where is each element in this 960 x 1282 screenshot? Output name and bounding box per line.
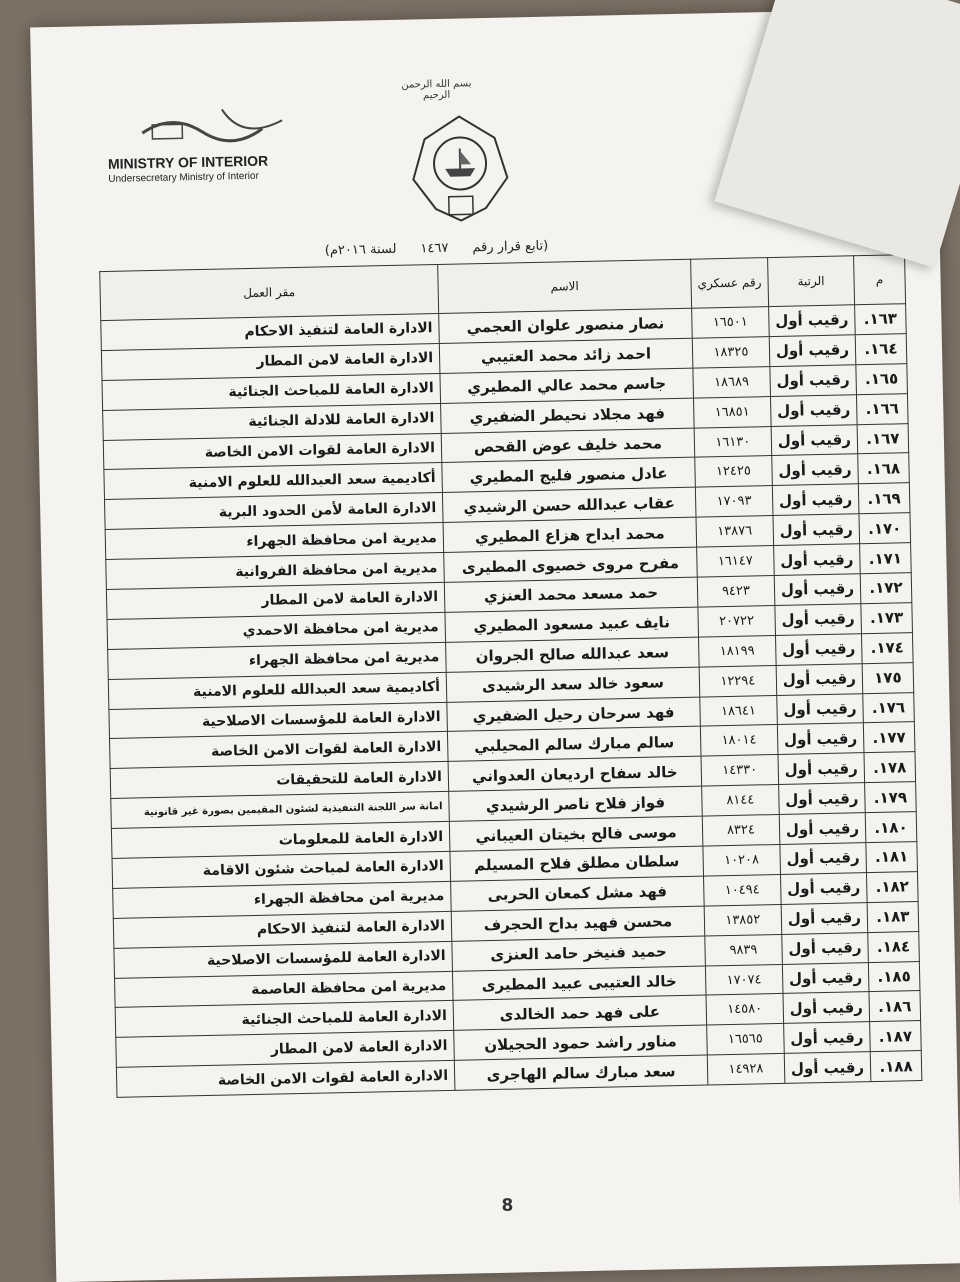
row-workplace: مديرية امن محافظة الجهراء [108, 642, 447, 679]
row-workplace: مديرية امن محافظة العاصمة [115, 971, 454, 1008]
row-name: فهد مشل كمعان الحربى [451, 876, 705, 911]
row-name: سعد مبارك سالم الهاجرى [454, 1055, 708, 1090]
row-number: ١٧٣. [861, 603, 913, 634]
decision-reference [325, 239, 549, 259]
row-number: ١٨٥. [868, 961, 920, 992]
row-name: عقاب عبدالله حسن الرشيدي [442, 487, 696, 522]
row-name: على فهد حمد الخالدى [453, 996, 707, 1031]
row-name: خالد العتيبى عبيد المطيرى [452, 966, 706, 1001]
row-military-number: ١٤٥٨٠ [706, 994, 783, 1025]
row-number: ١٧٠. [859, 513, 911, 544]
row-workplace: مديرية امن محافظة الفروانية [106, 553, 445, 590]
row-rank: رقيب أول [780, 873, 867, 905]
header-military-no: رقم عسكري [691, 258, 769, 309]
header-name: الاسم [438, 259, 692, 313]
decision-follow-label: (تابع قرار رقم [472, 239, 548, 256]
row-rank: رقيب أول [770, 365, 857, 397]
row-name: نصار منصور علوان العجمي [439, 308, 693, 343]
row-workplace: الادارة العامة للمباحث الجنائية [102, 373, 441, 410]
row-name: محمد ابداح هزاع المطيري [443, 517, 697, 552]
row-military-number: ١٠٢٠٨ [703, 844, 780, 875]
row-rank: رقيب أول [771, 424, 858, 456]
row-number: ١٧٤. [861, 632, 913, 663]
row-number: ١٦٩. [858, 483, 910, 514]
row-military-number: ١٧٠٩٣ [695, 486, 772, 517]
row-military-number: ١٤٣٣٠ [701, 755, 778, 786]
english-ministry-block [108, 153, 269, 185]
row-military-number: ١٦١٣٠ [694, 426, 771, 457]
row-workplace: امانة سر اللجنة التنفيذية لشئون المقيمين بصورة غير قانونية [111, 792, 450, 829]
row-workplace: الادارة العامة لقوات الامن الخاصة [103, 433, 442, 470]
row-rank: رقيب أول [772, 454, 859, 486]
row-number: ١٨١. [866, 842, 918, 873]
row-rank: رقيب أول [770, 394, 857, 426]
row-number: ١٨٧. [870, 1021, 922, 1052]
row-workplace: أكاديمية سعد العبدالله للعلوم الامنية [104, 463, 443, 500]
row-rank: رقيب أول [778, 753, 865, 785]
row-number: ١٧٨. [864, 752, 916, 783]
row-number: ١٧٥ [862, 662, 914, 693]
row-name: فهد مجلاد نحيطر الضفيري [441, 398, 695, 433]
decision-year: لسنة ٢٠١٦م) [325, 242, 397, 258]
row-rank: رقيب أول [777, 723, 864, 755]
row-rank: رقيب أول [776, 663, 863, 695]
row-number: ١٧٢. [860, 573, 912, 604]
row-workplace: مديرية امن محافظة الجهراء [113, 881, 452, 918]
row-workplace: مديرية امن محافظة الجهراء [105, 523, 444, 560]
row-number: ١٨٤. [868, 931, 920, 962]
header-workplace: مقر العمل [100, 264, 439, 320]
row-name: حمد مسعد محمد العنزي [444, 577, 698, 612]
row-name: سلطان مطلق فلاح المسيلم [450, 846, 704, 881]
row-workplace: أكاديمية سعد العبدالله للعلوم الامنية [108, 672, 447, 709]
row-number: ١٦٨. [858, 453, 910, 484]
row-name: محسن فهيد بداح الحجرف [451, 906, 705, 941]
row-rank: رقيب أول [775, 604, 862, 636]
row-rank: رقيب أول [769, 335, 856, 367]
row-workplace: الادارة العامة لأمن الحدود البرية [105, 493, 444, 530]
row-name: موسى فالح بخيتان العيباني [449, 816, 703, 851]
row-military-number: ١٣٨٥٢ [704, 904, 781, 935]
row-workplace: الادارة العامة لمباحث شئون الاقامة [112, 851, 451, 888]
row-name: نايف عبيد مسعود المطيري [445, 607, 699, 642]
row-rank: رقيب أول [774, 574, 861, 606]
row-workplace: الادارة العامة لقوات الامن الخاصة [110, 732, 449, 769]
row-name: مفرح مروى خصيوى المطيرى [444, 547, 698, 582]
row-workplace: الادارة العامة للمؤسسات الاصلاحية [114, 941, 453, 978]
kuwait-emblem-icon [404, 107, 516, 229]
row-military-number: ١٢٤٢٥ [695, 456, 772, 487]
row-military-number: ٨٣٢٤ [702, 815, 779, 846]
row-military-number: ١٨٣٢٥ [692, 336, 769, 367]
row-name: فهد سرحان رحيل الضفيري [447, 697, 701, 732]
row-number: ١٦٤. [855, 334, 907, 365]
row-military-number: ٩٤٢٣ [697, 576, 774, 607]
row-military-number: ١٢٢٩٤ [699, 665, 776, 696]
row-military-number: ١٦١٤٧ [697, 546, 774, 577]
row-rank: رقيب أول [781, 902, 868, 934]
undersecretary-en: Undersecretary Ministry of Interior [108, 171, 268, 185]
row-workplace: الادارة العامة لتنفيذ الاحكام [101, 313, 440, 350]
row-military-number: ١٨٦٤١ [700, 695, 777, 726]
row-name: عادل منصور فليج المطيري [442, 458, 696, 493]
row-rank: رقيب أول [779, 813, 866, 845]
row-number: ١٦٥. [856, 363, 908, 394]
row-number: ١٧٩. [865, 782, 917, 813]
row-military-number: ٨١٤٤ [702, 785, 779, 816]
row-military-number: ١٨٦٨٩ [693, 366, 770, 397]
page-number: 8 [55, 1186, 960, 1225]
row-number: ١٦٦. [856, 393, 908, 424]
row-workplace: الادارة العامة للمباحث الجنائية [115, 1001, 454, 1038]
row-rank: رقيب أول [773, 514, 860, 546]
row-military-number: ٩٨٣٩ [705, 934, 782, 965]
decision-number: ١٤٦٧ [420, 241, 448, 257]
row-rank: رقيب أول [768, 305, 855, 337]
row-workplace: الادارة العامة لتنفيذ الاحكام [113, 911, 452, 948]
row-military-number: ١٦٨٥١ [693, 396, 770, 427]
row-workplace: الادارة العامة لقوات الامن الخاصة [116, 1061, 455, 1098]
row-military-number: ١٣٨٧٦ [696, 516, 773, 547]
row-name: سعود خالد سعد الرشيدى [446, 667, 700, 702]
row-name: سالم مبارك سالم المحيلبي [447, 727, 701, 762]
row-number: ١٦٧. [857, 423, 909, 454]
row-name: احمد زائد محمد العتيبي [439, 338, 693, 373]
row-military-number: ١٨١٩٩ [698, 635, 775, 666]
row-workplace: الادارة العامة للتحقيقات [110, 762, 449, 799]
header-rank: الرتبة [767, 256, 854, 307]
row-number: ١٨٢. [866, 871, 918, 902]
ministry-title-en: MINISTRY OF INTERIOR [108, 153, 269, 172]
row-military-number: ١٧٠٧٤ [705, 964, 782, 995]
row-workplace: الادارة العامة للمعلومات [111, 822, 450, 859]
row-name: محمد خليف عوض القحص [441, 428, 695, 463]
row-name: سعد عبدالله صالح الجروان [446, 637, 700, 672]
row-workplace: الادارة العامة لامن المطار [101, 343, 440, 380]
row-workplace: مديرية امن محافظة الاحمدي [107, 612, 446, 649]
row-number: ١٦٣. [855, 304, 907, 335]
row-name: جاسم محمد عالي المطيري [440, 368, 694, 403]
row-rank: رقيب أول [783, 992, 870, 1024]
row-rank: رقيب أول [773, 544, 860, 576]
document-page [30, 9, 960, 1282]
row-rank: رقيب أول [778, 783, 865, 815]
row-military-number: ١٦٥٦٥ [707, 1024, 784, 1055]
row-rank: رقيب أول [775, 633, 862, 665]
row-number: ١٧٦. [863, 692, 915, 723]
row-name: مناور راشد حمود الحجيلان [454, 1025, 708, 1060]
basmala: بسم الله الرحمن الرحيم [391, 78, 482, 106]
row-military-number: ١٠٤٩٤ [704, 874, 781, 905]
row-number: ١٨٨. [870, 1051, 922, 1082]
row-workplace: الادارة العامة لامن المطار [106, 582, 445, 619]
header-num: م [854, 255, 906, 305]
row-number: ١٨٦. [869, 991, 921, 1022]
personnel-table [99, 254, 922, 1098]
row-name: خالد سفاح ارديعان العدواني [448, 756, 702, 791]
row-workplace: الادارة العامة لامن المطار [116, 1031, 455, 1068]
row-number: ١٨٣. [867, 901, 919, 932]
row-rank: رقيب أول [782, 962, 869, 994]
row-workplace: الادارة العامة للادلة الجنائية [103, 403, 442, 440]
row-military-number: ١٨٠١٤ [700, 725, 777, 756]
kuwait-islamic-culture-logo [132, 100, 303, 152]
row-military-number: ١٤٩٢٨ [707, 1054, 784, 1085]
row-rank: رقيب أول [784, 1052, 871, 1084]
row-rank: رقيب أول [772, 484, 859, 516]
row-name: حميد فنيخر حامد العنزى [452, 936, 706, 971]
row-rank: رقيب أول [783, 1022, 870, 1054]
row-rank: رقيب أول [777, 693, 864, 725]
row-number: ١٨٠. [865, 812, 917, 843]
row-rank: رقيب أول [780, 843, 867, 875]
row-name: فواز فلاح ناصر الرشيدي [449, 786, 703, 821]
row-rank: رقيب أول [782, 932, 869, 964]
row-workplace: الادارة العامة للمؤسسات الاصلاحية [109, 702, 448, 739]
row-military-number: ١٦٥٠١ [692, 307, 769, 338]
row-number: ١٧١. [860, 543, 912, 574]
row-number: ١٧٧. [863, 722, 915, 753]
row-military-number: ٢٠٧٢٢ [698, 605, 775, 636]
